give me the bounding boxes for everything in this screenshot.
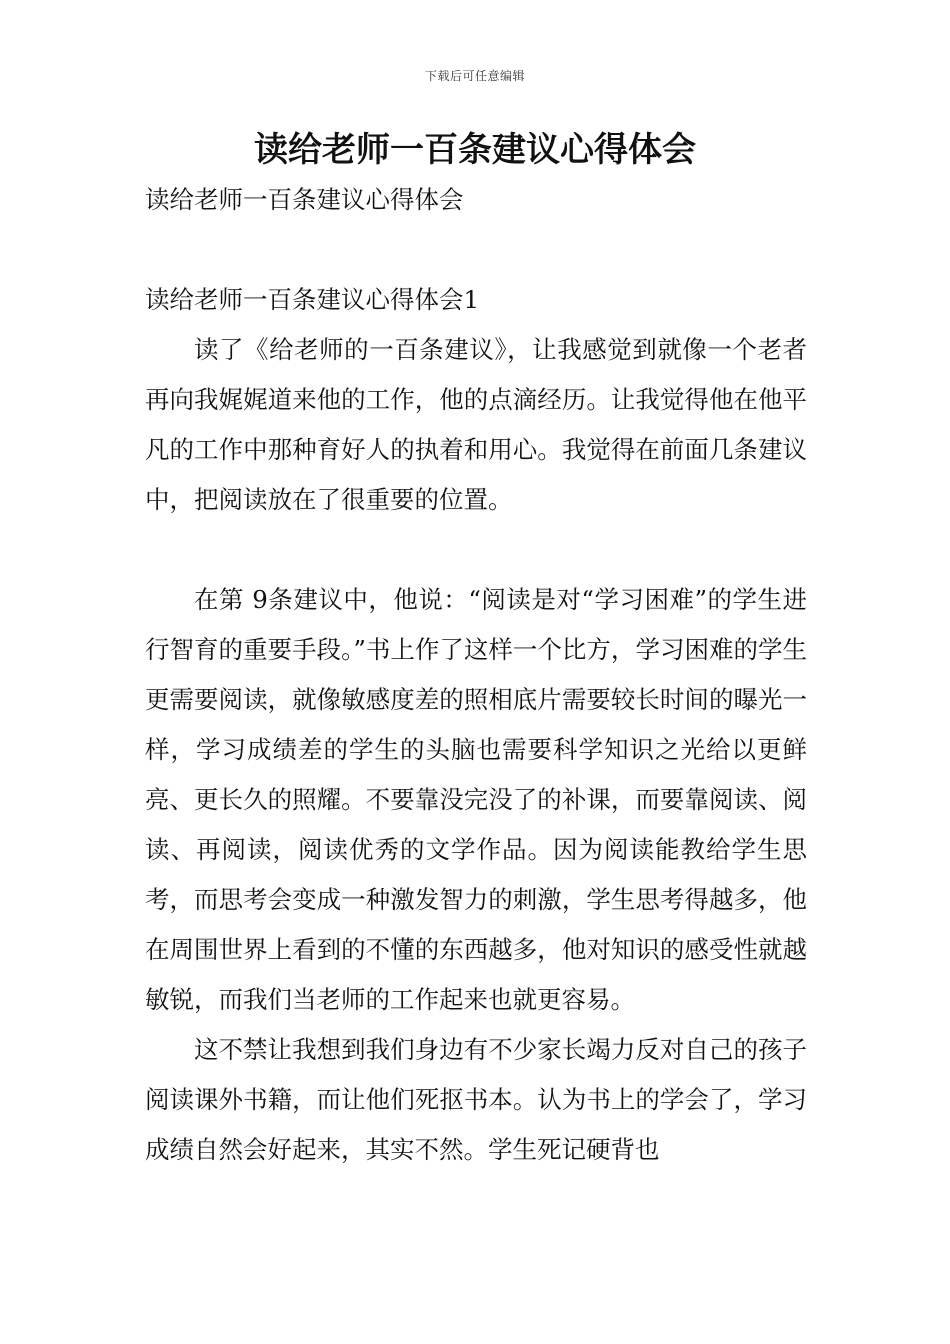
document-title: 读给老师一百条建议心得体会 [254,130,696,170]
paragraph-gap [145,525,807,575]
document-subtitle: 读给老师一百条建议心得体会 [145,185,464,214]
paragraph: 这不禁让我想到我们身边有不少家长竭力反对自己的孩子阅读课外书籍，而让他们死抠书本。认为书上的学会了，学习成绩自然会好起来，其实不然。学生死记硬背也 [145,1035,807,1164]
header-note: 下载后可任意编辑 [424,69,525,83]
section-heading: 读给老师一百条建议心得体会1 [145,285,480,314]
paragraph: 在第 9条建议中，他说：“阅读是对“学习困难”的学生进行智育的重要手段。”书上作了这样一个比方，学习困难的学生更需要阅读，就像敏感度差的照相底片需要较长时间的曝光一样，学习成绩差的学生的头脑也需要科学知识之光给以更鲜亮、更长久的照耀。不要靠没完没了的补课，而要靠阅读、阅读、再阅读，阅读优秀的文学作品。因为阅读能教给学生思考，而思考会变成一种激发智力的刺激，学生思考得越多，他在周围世界上看到的不懂的东西越多，他对知识的感受性就越敏锐，而我们当老师的工作起来也就更容易。 [145,585,807,1014]
body-text [145,325,807,1175]
paragraph: 读了《给老师的一百条建议》，让我感觉到就像一个老者再向我娓娓道来他的工作，他的点滴经历。让我觉得他在他平凡的工作中那种育好人的执着和用心。我觉得在前面几条建议中，把阅读放在了很重要的位置。 [145,335,807,514]
